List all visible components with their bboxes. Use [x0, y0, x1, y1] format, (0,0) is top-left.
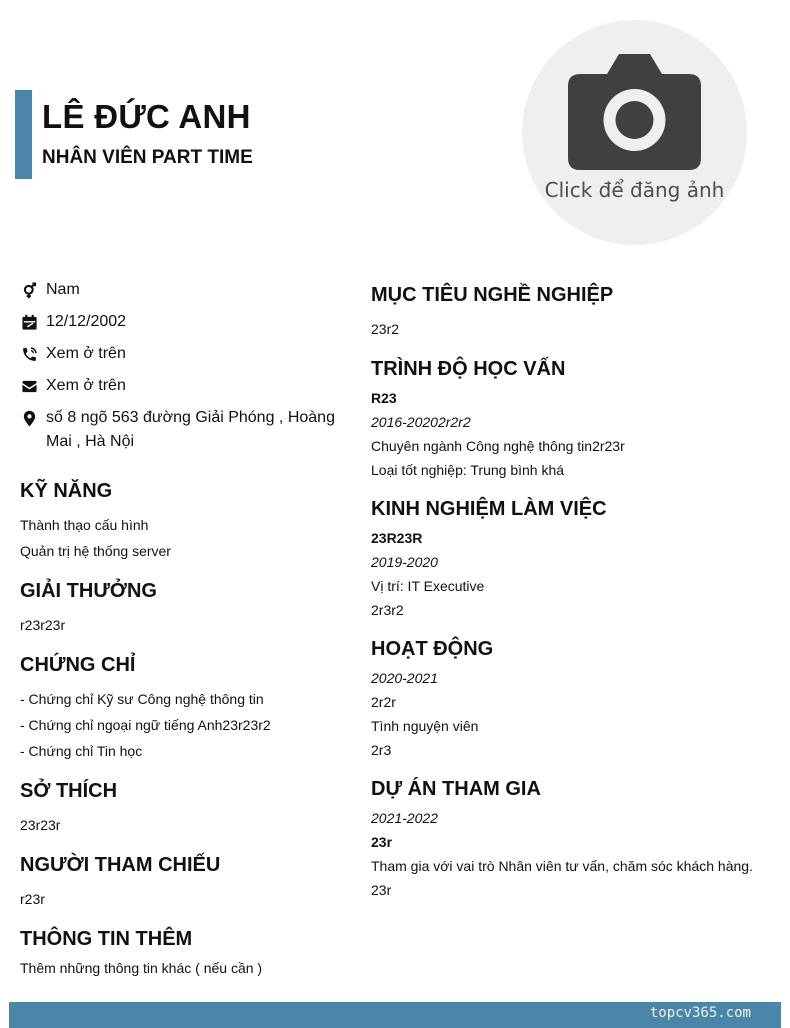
objective-title: MỤC TIÊU NGHỀ NGHIỆP [371, 284, 614, 306]
experience-section [371, 496, 771, 622]
references-section [20, 852, 350, 912]
right-column [371, 282, 771, 916]
additional-info-title: THÔNG TIN THÊM [20, 928, 193, 950]
photo-upload[interactable] [522, 20, 747, 245]
hobbies-section [20, 778, 350, 838]
skill-item[interactable]: Thành thạo cấu hình [20, 517, 149, 533]
certificates-title: CHỨNG CHỈ [20, 654, 136, 676]
objective-text[interactable]: 23r2 [371, 321, 400, 337]
contact-gender[interactable] [20, 278, 350, 302]
candidate-name[interactable]: LÊ ĐỨC ANH [42, 98, 251, 135]
activities-title: HOẠT ĐỘNG [371, 638, 494, 660]
certificate-item[interactable]: - Chứng chỉ Kỹ sư Công nghệ thông tin [20, 691, 264, 707]
email-icon [20, 374, 38, 398]
contact-phone[interactable] [20, 342, 350, 366]
projects-section [371, 776, 771, 902]
award-item[interactable]: r23r23r [20, 617, 66, 633]
certificates-section [20, 652, 350, 764]
camera-icon [567, 52, 702, 172]
projects-name[interactable]: 23r [371, 834, 393, 850]
experience-position[interactable]: Vị trí: IT Executive [371, 578, 485, 594]
education-major[interactable]: Chuyên ngành Công nghệ thông tin2r23r [371, 438, 625, 454]
certificate-item[interactable]: - Chứng chỉ ngoại ngữ tiếng Anh23r23r2 [20, 717, 271, 733]
projects-description[interactable]: 23r [371, 882, 392, 898]
contact-birthday[interactable] [20, 310, 350, 334]
hobbies-title: SỞ THÍCH [20, 780, 118, 802]
activities-period[interactable]: 2020-2021 [371, 670, 438, 686]
projects-role[interactable]: Tham gia với vai trò Nhân viên tư vấn, chăm sóc khách hàng. [371, 858, 753, 874]
projects-period[interactable]: 2021-2022 [371, 810, 438, 826]
job-title[interactable]: NHÂN VIÊN PART TIME [42, 147, 253, 168]
activities-role[interactable]: Tình nguyện viên [371, 718, 479, 734]
name-accent-bar [15, 90, 32, 179]
contact-gender-text: Nam [46, 281, 80, 298]
additional-info-section [20, 926, 350, 980]
awards-title: GIẢI THƯỞNG [20, 580, 157, 602]
additional-info-item[interactable]: Thêm những thông tin khác ( nếu cần ) [20, 960, 263, 976]
activities-org[interactable]: 2r2r [371, 694, 396, 710]
hobby-item[interactable]: 23r23r [20, 817, 61, 833]
awards-section [20, 578, 350, 638]
skill-item[interactable]: Quản trị hệ thống server [20, 543, 171, 559]
education-grade[interactable]: Loại tốt nghiệp: Trung bình khá [371, 462, 565, 478]
experience-period[interactable]: 2019-2020 [371, 554, 438, 570]
contact-email[interactable] [20, 374, 350, 398]
calendar-icon [20, 310, 38, 334]
activities-section [371, 636, 771, 762]
footer-brand[interactable]: topcv365.com [649, 1005, 751, 1021]
photo-upload-label: Click để đăng ảnh [544, 178, 725, 202]
contact-email-text: Xem ở trên [46, 377, 126, 394]
contact-address[interactable] [20, 406, 350, 454]
objective-section [371, 282, 771, 342]
experience-title: KINH NGHIỆM LÀM VIỆC [371, 498, 607, 520]
certificate-item[interactable]: - Chứng chỉ Tin học [20, 743, 143, 759]
contact-phone-text: Xem ở trên [46, 345, 126, 362]
reference-item[interactable]: r23r [20, 891, 45, 907]
education-period[interactable]: 2016-20202r2r2 [371, 414, 471, 430]
left-column [20, 478, 350, 994]
footer-bar [9, 1002, 781, 1028]
contact-address-text: số 8 ngõ 563 đường Giải Phóng , Hoàng Mai , Hà Nội [46, 409, 335, 450]
experience-company[interactable]: 23R23R [371, 530, 423, 546]
education-school[interactable]: R23 [371, 390, 397, 406]
references-title: NGƯỜI THAM CHIẾU [20, 854, 221, 876]
contact-birthday-text: 12/12/2002 [46, 313, 127, 330]
skills-title: KỸ NĂNG [20, 480, 113, 502]
experience-description[interactable]: 2r3r2 [371, 602, 404, 618]
education-section [371, 356, 771, 482]
skills-section [20, 478, 350, 564]
location-icon [20, 406, 38, 430]
gender-icon [20, 278, 38, 302]
contact-info [20, 278, 350, 462]
activities-description[interactable]: 2r3 [371, 742, 392, 758]
phone-icon [20, 342, 38, 366]
projects-title: DỰ ÁN THAM GIA [371, 778, 541, 800]
education-title: TRÌNH ĐỘ HỌC VẤN [371, 358, 566, 380]
